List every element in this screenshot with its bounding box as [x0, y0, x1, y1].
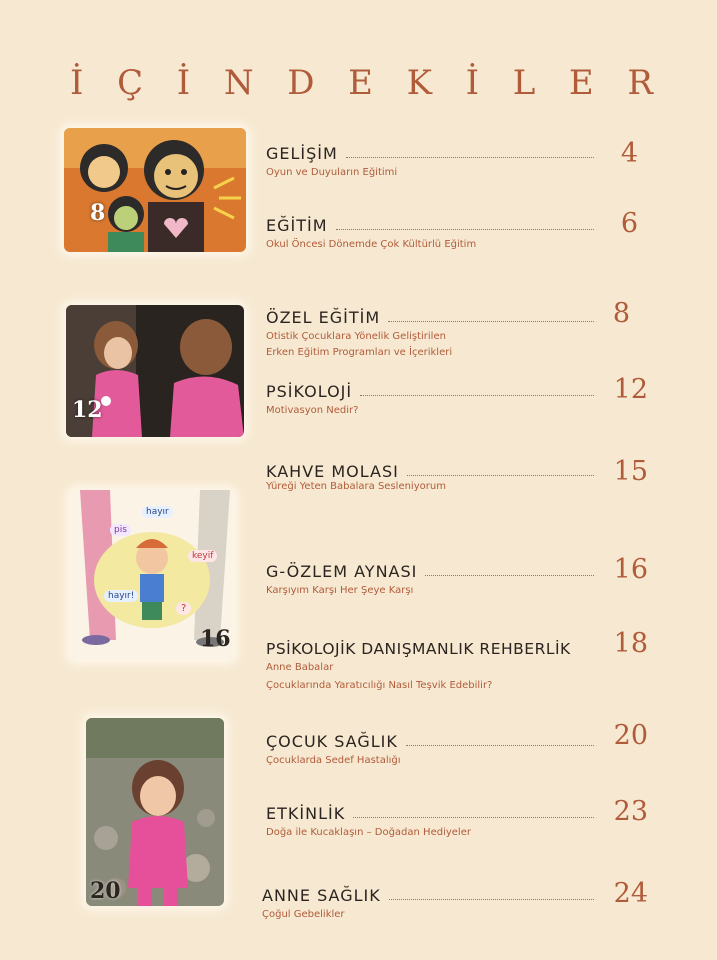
- photo-girl-mirror: [66, 305, 244, 437]
- entry-page-number[interactable]: 15: [613, 456, 648, 487]
- photo-page-number: 16: [200, 626, 231, 652]
- entry-heading[interactable]: ETKİNLİK: [266, 804, 346, 823]
- dot-leader: [425, 575, 594, 576]
- drawing-illustration: [64, 128, 246, 252]
- photo-page-number: 12: [72, 397, 103, 423]
- speech-bubble: hayır!: [104, 590, 138, 602]
- entry-heading[interactable]: ÖZEL EĞİTİM: [266, 308, 381, 327]
- speech-bubble: hayır: [142, 506, 173, 518]
- photo-page-number: 8: [90, 200, 106, 226]
- speech-bubble: pis: [110, 524, 131, 536]
- entry-page-number[interactable]: 6: [620, 208, 638, 239]
- title-letter: İ: [70, 63, 86, 103]
- title-letter: İ: [176, 63, 193, 103]
- entry-subtitle: Doğa ile Kucaklaşın – Doğadan Hediyeler: [266, 827, 471, 838]
- toc-entry[interactable]: [266, 804, 604, 841]
- entry-page-number[interactable]: 16: [613, 554, 648, 585]
- toc-entry[interactable]: [266, 144, 604, 181]
- entry-subtitle: Otistik Çocuklara Yönelik Geliştirilen: [266, 331, 446, 342]
- toc-entry[interactable]: [266, 462, 604, 495]
- title-letter: Ç: [117, 63, 146, 103]
- title-letter: N: [223, 63, 256, 103]
- dot-leader: [360, 395, 594, 396]
- photo-page-number: 20: [90, 878, 121, 904]
- entry-heading[interactable]: G-ÖZLEM AYNASI: [266, 562, 418, 581]
- photo-cartoon-child: [70, 490, 234, 660]
- title-letter: L: [512, 63, 538, 103]
- entry-page-number[interactable]: 23: [613, 796, 648, 827]
- dot-leader: [407, 475, 594, 476]
- dot-leader: [389, 899, 594, 900]
- title-letter: E: [348, 63, 375, 103]
- entry-heading[interactable]: ÇOCUK SAĞLIK: [266, 732, 398, 751]
- entry-page-number[interactable]: 20: [613, 720, 648, 751]
- title-letter: D: [287, 63, 317, 103]
- entry-heading[interactable]: GELİŞİM: [266, 144, 338, 163]
- photo-child-drawing: [64, 128, 246, 252]
- title-letter: R: [627, 63, 655, 103]
- entry-heading[interactable]: PSİKOLOJİK DANIŞMANLIK REHBERLİK: [266, 640, 571, 658]
- entry-page-number[interactable]: 12: [613, 374, 648, 405]
- entry-heading[interactable]: KAHVE MOLASI: [266, 462, 399, 481]
- speech-bubble: ?: [176, 602, 191, 615]
- toc-entry[interactable]: [266, 382, 604, 419]
- entry-heading[interactable]: EĞİTİM: [266, 216, 328, 235]
- toc-entry[interactable]: [266, 308, 604, 361]
- title-letter: İ: [465, 63, 482, 103]
- entry-page-number[interactable]: 4: [620, 138, 638, 169]
- title-letter: E: [568, 63, 596, 103]
- entry-subtitle: Okul Öncesi Dönemde Çok Kültürlü Eğitim: [266, 239, 477, 250]
- dot-leader: [406, 745, 594, 746]
- entry-subtitle: Çocuklarında Yaratıcılığı Nasıl Teşvik Edebilir?: [266, 680, 493, 691]
- entry-subtitle: Çocuklarda Sedef Hastalığı: [266, 755, 401, 766]
- toc-entry[interactable]: [266, 562, 604, 599]
- entry-heading[interactable]: ANNE SAĞLIK: [262, 886, 381, 905]
- entry-subtitle: Erken Eğitim Programları ve İçerikleri: [266, 347, 453, 358]
- entry-subtitle: Çoğul Gebelikler: [262, 909, 345, 920]
- entry-page-number[interactable]: 8: [612, 298, 630, 329]
- photo-girl-outdoors: [86, 718, 224, 906]
- entry-subtitle: Karşıyım Karşı Her Şeye Karşı: [266, 585, 414, 596]
- speech-bubble: keyif: [188, 550, 217, 562]
- entry-page-number[interactable]: 24: [613, 878, 648, 909]
- toc-entry[interactable]: [266, 640, 606, 694]
- entry-subtitle: Oyun ve Duyuların Eğitimi: [266, 167, 398, 178]
- title-letter: K: [406, 63, 434, 103]
- entry-heading[interactable]: PSİKOLOJİ: [266, 382, 353, 401]
- page-title: [0, 58, 717, 108]
- dot-leader: [353, 817, 594, 818]
- entry-subtitle: Anne Babalar: [266, 662, 334, 673]
- entry-subtitle: Yüreği Yeten Babalara Sesleniyorum: [266, 481, 446, 492]
- toc-entry[interactable]: [262, 886, 604, 923]
- entry-subtitle: Motivasyon Nedir?: [266, 405, 359, 416]
- toc-entry[interactable]: [266, 216, 604, 253]
- entry-page-number[interactable]: 18: [613, 628, 648, 659]
- dot-leader: [346, 157, 594, 158]
- dot-leader: [336, 229, 594, 230]
- toc-entry[interactable]: [266, 732, 604, 769]
